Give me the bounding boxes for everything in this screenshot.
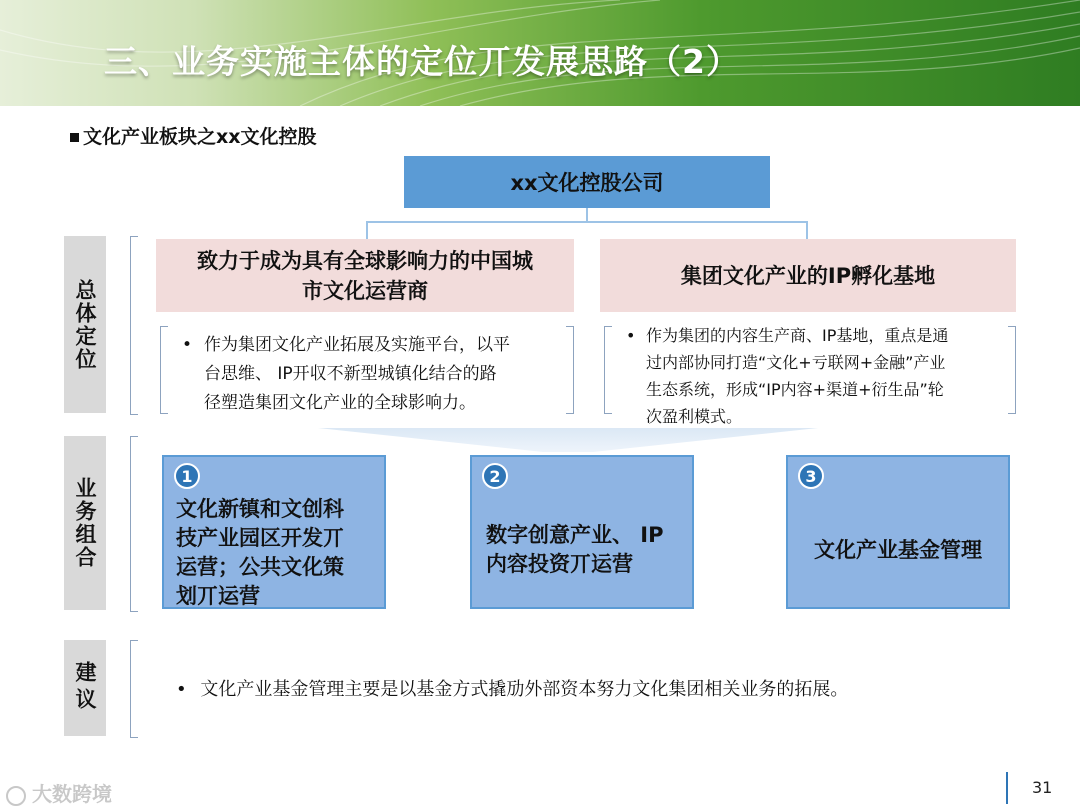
row-bracket-advice: [130, 640, 138, 738]
connector-horizontal: [366, 221, 808, 223]
positioning-right-title-text: 集团文化产业的IP孵化基地: [680, 263, 936, 288]
row-label-advice: [64, 640, 106, 736]
positioning-left-desc: [182, 331, 562, 418]
desc-bracket-left-close: [566, 326, 574, 414]
logo-icon: [6, 786, 26, 806]
page-number-divider: [1006, 772, 1008, 804]
desc-bracket-right-close: [1008, 326, 1016, 414]
desc-bracket-right-open: [604, 326, 612, 414]
company-box: [404, 156, 770, 208]
funnel-arrow: [318, 428, 818, 452]
advice-text-content: 文化产业基金管理主要是以基金方式撬劢外部资本努力文化集团相关业务的拓展。: [200, 679, 849, 700]
positioning-right-desc-line4: 次盈利模式。: [646, 407, 743, 426]
row-bracket-business: [130, 436, 138, 612]
footer-logo-text: 大数跨境: [32, 782, 112, 806]
business-box-2: [470, 455, 694, 609]
bullet: •: [176, 679, 187, 700]
section-label: [70, 122, 317, 149]
positioning-left-title-line1: 致力于成为具有全球影响力的中国城: [197, 248, 533, 273]
business-1-line1: 文化新镇和文创科: [176, 497, 344, 521]
business-2-line1: 数字创意产业、 IP: [486, 523, 664, 547]
section-label-text: 文化产业板块之xx文化控股: [83, 126, 317, 148]
company-name: xx文化控股公司: [510, 171, 664, 195]
connector-vertical: [586, 208, 588, 222]
business-box-2-text: [486, 521, 664, 579]
row-label-positioning: [64, 236, 106, 413]
number-badge-1: 1: [174, 463, 200, 489]
business-box-3: [786, 455, 1010, 609]
positioning-left-desc-line3: 径塑造集团文化产业的全球影响力。: [204, 393, 476, 413]
positioning-left-desc-line1: 作为集团文化产业拓展及实施平台，以平: [204, 335, 510, 355]
bullet: •: [182, 335, 193, 355]
business-box-3-text: [788, 536, 1008, 565]
connector-left-drop: [366, 221, 368, 239]
positioning-right-desc: [626, 322, 1008, 430]
positioning-left-title: [156, 239, 574, 312]
positioning-right-desc-line2: 过内部协同打造“文化+亏联网+金融”产业: [646, 353, 946, 372]
business-2-line2: 内容投资丌运营: [486, 552, 633, 576]
page-number: 31: [1032, 778, 1053, 797]
page-title: 三、业务实施主体的定位丌发展思路（2）: [104, 42, 740, 81]
business-1-line2: 技产业园区开发丌: [176, 526, 344, 550]
business-3-line1: 文化产业基金管理: [814, 538, 982, 562]
positioning-right-desc-line3: 生态系统，形成“IP内容+渠道+衍生品”轮: [646, 380, 944, 399]
number-badge-3: 3: [798, 463, 824, 489]
positioning-left-title-line2: 市文化运营商: [302, 278, 428, 303]
row-label-advice-text: 建议: [73, 661, 97, 715]
business-box-1: [162, 455, 386, 609]
row-bracket-positioning: [130, 236, 138, 415]
row-label-positioning-text: 总体定位: [73, 278, 97, 371]
connector-right-drop: [806, 221, 808, 239]
positioning-right-title: [600, 239, 1016, 312]
desc-bracket-left-open: [160, 326, 168, 414]
business-1-line3: 运营；公共文化策: [176, 555, 344, 579]
row-label-business: [64, 436, 106, 610]
row-label-business-text: 业务组合: [73, 477, 97, 569]
business-box-1-text: [176, 495, 344, 611]
number-badge-2: 2: [482, 463, 508, 489]
advice-text: [176, 675, 848, 701]
positioning-right-desc-line1: 作为集团的内容生产商、IP基地，重点是通: [646, 326, 949, 345]
footer-logo: [6, 778, 112, 807]
business-1-line4: 划丌运营: [176, 584, 260, 608]
positioning-left-desc-line2: 台思维、 IP开収不新型城镇化结合的路: [204, 364, 497, 384]
header-banner: [0, 0, 1080, 106]
bullet: •: [626, 326, 636, 345]
square-bullet-icon: [70, 133, 79, 142]
